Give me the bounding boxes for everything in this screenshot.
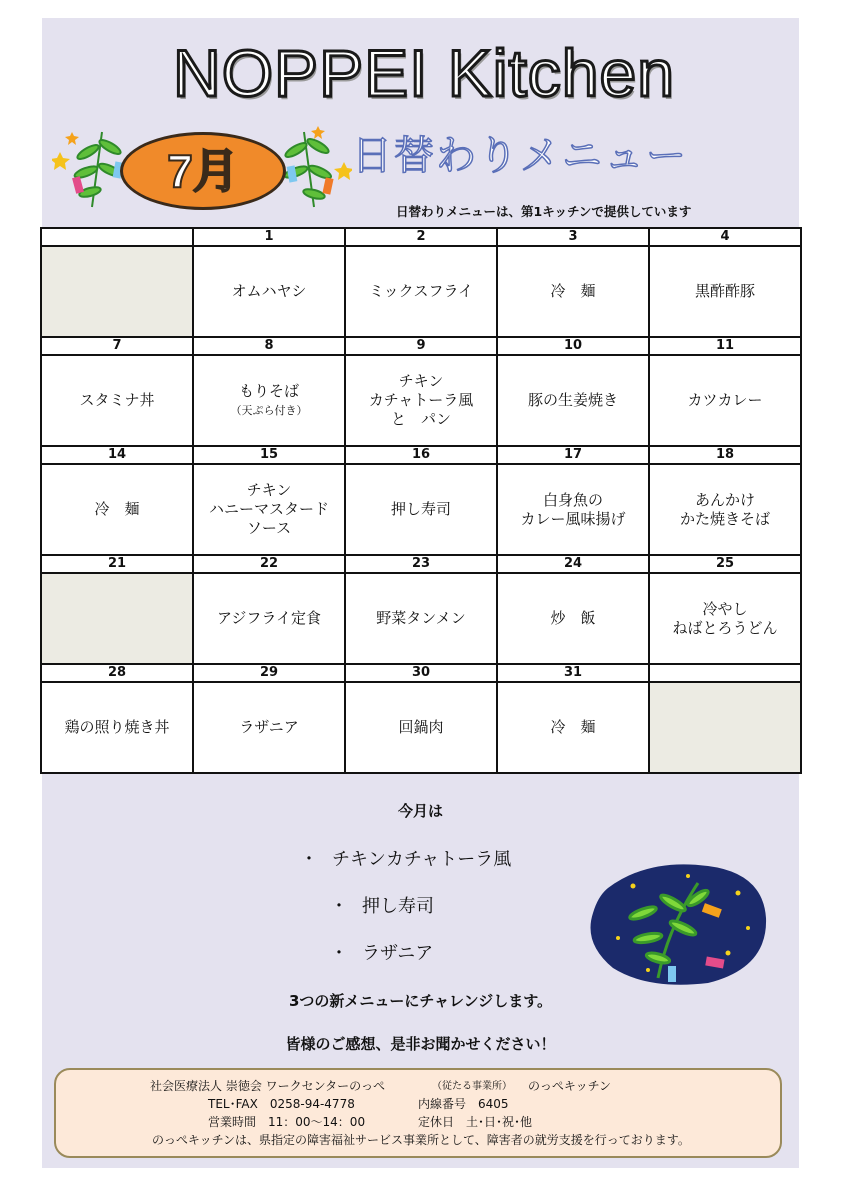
day-number: 1 (193, 228, 345, 246)
day-number: 4 (649, 228, 801, 246)
menu-item-line: 炒 飯 (550, 609, 596, 627)
menu-item-line: 冷 麺 (550, 282, 596, 300)
menu-cell (345, 682, 497, 773)
day-number: 21 (41, 555, 193, 573)
calendar-day-number-row (41, 555, 801, 573)
menu-cell (497, 355, 649, 446)
menu-cell (193, 682, 345, 773)
menu-cell (193, 355, 345, 446)
page-title: NOPPEI Kitchen (173, 36, 675, 110)
menu-calendar (40, 227, 802, 774)
menu-cell (649, 246, 801, 337)
feedback-text: 皆様のご感想、是非お聞かせください！ (285, 1035, 556, 1053)
calendar-day-number-row (41, 228, 801, 246)
new-menu-item: チキンカチャトーラ風 (332, 849, 512, 870)
menu-item-line: オムハヤシ (231, 282, 307, 300)
menu-item-line: ソース (246, 519, 292, 537)
menu-item-line: ハニーマスタード (208, 500, 329, 518)
menu-item-line: カチャトーラ風 (368, 391, 474, 409)
day-number: 23 (345, 555, 497, 573)
month-badge-area (52, 122, 352, 212)
empty-day-cell (41, 573, 193, 664)
day-number: 22 (193, 555, 345, 573)
day-number: 16 (345, 446, 497, 464)
menu-item-line: 黒酢酢豚 (694, 282, 755, 300)
menu-item-line: 豚の生姜焼き (527, 391, 618, 409)
menu-cell (497, 246, 649, 337)
menu-item-note: （天ぷら付き） (230, 403, 308, 417)
calendar-menu-row (41, 464, 801, 555)
menu-cell (41, 355, 193, 446)
menu-cell (345, 464, 497, 555)
menu-cell (345, 246, 497, 337)
page-subtitle: 日替わりメニュー (352, 134, 688, 178)
menu-item-line: 鶏の照り焼き丼 (64, 718, 170, 736)
menu-cell (649, 355, 801, 446)
footer-holidays: 定休日 土･日･祝･他 (418, 1115, 533, 1129)
bullet-marker: ・ (330, 943, 348, 964)
footer-tel: TEL･FAX 0258-94-4778 (208, 1097, 355, 1111)
footer-hours: 営業時間 11：00～14：00 (208, 1115, 366, 1129)
menu-item-line: もりそば (238, 381, 299, 400)
challenge-text: 3つの新メニューにチャレンジします。 (288, 992, 553, 1010)
menu-item-line: と パン (390, 410, 451, 428)
menu-cell (497, 573, 649, 664)
day-number (649, 664, 801, 682)
menu-cell (345, 573, 497, 664)
day-number: 15 (193, 446, 345, 464)
menu-item-line: かた焼きそば (679, 509, 770, 528)
new-menu-heading: 今月は (397, 802, 443, 820)
calendar-day-number-row (41, 446, 801, 464)
menu-item-line: スタミナ丼 (79, 391, 155, 409)
calendar-menu-row (41, 246, 801, 337)
menu-cell (649, 464, 801, 555)
menu-cell (497, 464, 649, 555)
day-number: 11 (649, 337, 801, 355)
day-number: 17 (497, 446, 649, 464)
day-number: 28 (41, 664, 193, 682)
menu-cell (193, 464, 345, 555)
day-number: 3 (497, 228, 649, 246)
menu-item-line: あんかけ (694, 490, 755, 509)
menu-cell (649, 573, 801, 664)
menu-cell (345, 355, 497, 446)
menu-cell (497, 682, 649, 773)
menu-item-line: 冷やし (702, 599, 748, 618)
day-number: 31 (497, 664, 649, 682)
bullet-marker: ・ (300, 849, 318, 870)
day-number: 18 (649, 446, 801, 464)
footer-org-note: （従たる事業所） (432, 1081, 512, 1092)
footer-info-box (54, 1068, 782, 1158)
menu-cell (193, 246, 345, 337)
new-menu-item: ラザニア (362, 943, 434, 964)
calendar-day-number-row (41, 664, 801, 682)
day-number: 9 (345, 337, 497, 355)
day-number: 30 (345, 664, 497, 682)
menu-item-line: チキン (246, 481, 292, 499)
menu-cell (193, 573, 345, 664)
new-menu-item: 押し寿司 (362, 896, 434, 917)
menu-item-line: 冷 麺 (550, 718, 596, 736)
menu-item-line: 冷 麺 (94, 500, 140, 518)
footer-extension: 内線番号 6405 (418, 1097, 509, 1111)
calendar-menu-row (41, 682, 801, 773)
month-label: 7月 (120, 132, 286, 210)
day-number: 29 (193, 664, 345, 682)
calendar-day-number-row (41, 337, 801, 355)
footer-org: 社会医療法人 崇徳会 ワークセンターのっぺ (150, 1079, 386, 1093)
day-number (41, 228, 193, 246)
day-number: 7 (41, 337, 193, 355)
bullet-marker: ・ (330, 896, 348, 917)
menu-item-line: 押し寿司 (390, 500, 451, 518)
menu-item-line: ミックスフライ (368, 282, 474, 300)
menu-item-line: アジフライ定食 (217, 609, 321, 627)
empty-day-cell (41, 246, 193, 337)
day-number: 24 (497, 555, 649, 573)
day-number: 14 (41, 446, 193, 464)
menu-item-line: ラザニア (239, 718, 299, 736)
menu-item-line: チキン (398, 372, 444, 390)
menu-cell (41, 682, 193, 773)
menu-item-line: ねばとろうどん (672, 618, 778, 637)
day-number: 2 (345, 228, 497, 246)
kitchen-notice: 日替わりメニューは、第1キッチンで提供しています (396, 204, 692, 219)
menu-item-line: 回鍋肉 (398, 718, 444, 736)
menu-item-line: 白身魚の (542, 490, 603, 509)
day-number: 25 (649, 555, 801, 573)
footer-kitchen-name: のっぺキッチン (528, 1079, 612, 1093)
empty-day-cell (649, 682, 801, 773)
menu-item-line: 野菜タンメン (376, 609, 466, 627)
day-number: 8 (193, 337, 345, 355)
menu-cell (41, 464, 193, 555)
tanabata-night-illustration (588, 858, 768, 988)
calendar-menu-row (41, 355, 801, 446)
footer-description: のっぺキッチンは、県指定の障害福祉サービス事業所として、障害者の就労支援を行っております。 (152, 1133, 690, 1147)
menu-item-line: カレー風味揚げ (520, 509, 626, 528)
menu-item-line: カツカレー (687, 391, 763, 409)
calendar-menu-row (41, 573, 801, 664)
day-number: 10 (497, 337, 649, 355)
